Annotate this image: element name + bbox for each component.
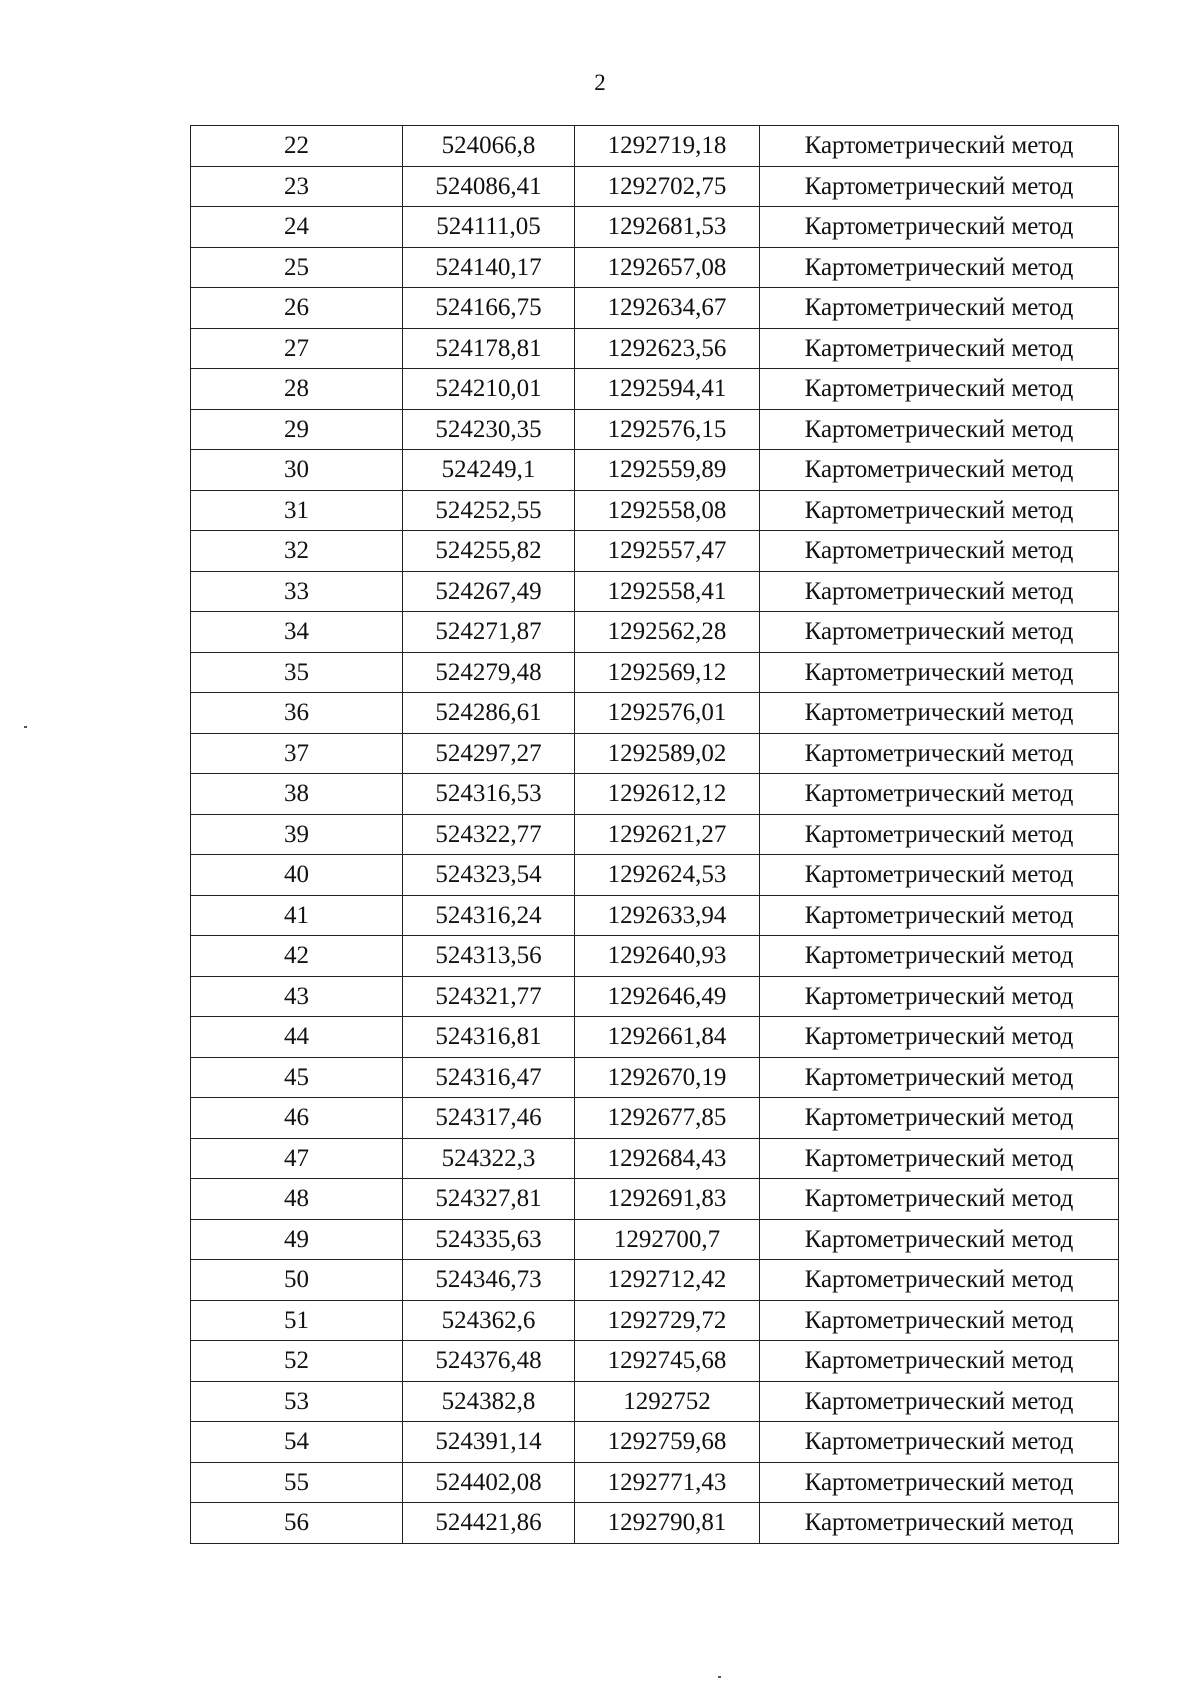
- x-coordinate-cell: 524297,27: [403, 733, 575, 774]
- table-row: [191, 1381, 1119, 1422]
- y-coordinate-cell: 1292558,08: [575, 490, 760, 531]
- x-coordinate-cell: 524391,14: [403, 1422, 575, 1463]
- table-row: [191, 1300, 1119, 1341]
- table-row: [191, 1503, 1119, 1544]
- y-coordinate-cell: 1292562,28: [575, 612, 760, 653]
- y-coordinate-cell: 1292657,08: [575, 247, 760, 288]
- y-coordinate-cell: 1292729,72: [575, 1300, 760, 1341]
- scan-speck: [718, 1676, 721, 1678]
- y-coordinate-cell: 1292569,12: [575, 652, 760, 693]
- table-row: [191, 1341, 1119, 1382]
- x-coordinate-cell: 524271,87: [403, 612, 575, 653]
- point-number-cell: 37: [191, 733, 403, 774]
- method-cell: Картометрический метод: [760, 571, 1119, 612]
- point-number-cell: 27: [191, 328, 403, 369]
- method-cell: Картометрический метод: [760, 369, 1119, 410]
- x-coordinate-cell: 524252,55: [403, 490, 575, 531]
- table-row: [191, 936, 1119, 977]
- table-row: [191, 166, 1119, 207]
- page-number: 2: [594, 70, 606, 95]
- x-coordinate-cell: 524249,1: [403, 450, 575, 491]
- table-row: [191, 693, 1119, 734]
- point-number-cell: 32: [191, 531, 403, 572]
- point-number-cell: 29: [191, 409, 403, 450]
- x-coordinate-cell: 524230,35: [403, 409, 575, 450]
- method-cell: Картометрический метод: [760, 612, 1119, 653]
- y-coordinate-cell: 1292640,93: [575, 936, 760, 977]
- y-coordinate-cell: 1292612,12: [575, 774, 760, 815]
- x-coordinate-cell: 524210,01: [403, 369, 575, 410]
- y-coordinate-cell: 1292576,15: [575, 409, 760, 450]
- table-row: [191, 531, 1119, 572]
- y-coordinate-cell: 1292646,49: [575, 976, 760, 1017]
- y-coordinate-cell: 1292700,7: [575, 1219, 760, 1260]
- point-number-cell: 24: [191, 207, 403, 248]
- method-cell: Картометрический метод: [760, 531, 1119, 572]
- x-coordinate-cell: 524166,75: [403, 288, 575, 329]
- y-coordinate-cell: 1292670,19: [575, 1057, 760, 1098]
- point-number-cell: 42: [191, 936, 403, 977]
- method-cell: Картометрический метод: [760, 976, 1119, 1017]
- table-row: [191, 814, 1119, 855]
- method-cell: Картометрический метод: [760, 288, 1119, 329]
- point-number-cell: 53: [191, 1381, 403, 1422]
- y-coordinate-cell: 1292589,02: [575, 733, 760, 774]
- method-cell: Картометрический метод: [760, 936, 1119, 977]
- y-coordinate-cell: 1292623,56: [575, 328, 760, 369]
- point-number-cell: 55: [191, 1462, 403, 1503]
- method-cell: Картометрический метод: [760, 1179, 1119, 1220]
- y-coordinate-cell: 1292790,81: [575, 1503, 760, 1544]
- point-number-cell: 51: [191, 1300, 403, 1341]
- method-cell: Картометрический метод: [760, 409, 1119, 450]
- y-coordinate-cell: 1292771,43: [575, 1462, 760, 1503]
- y-coordinate-cell: 1292559,89: [575, 450, 760, 491]
- x-coordinate-cell: 524421,86: [403, 1503, 575, 1544]
- x-coordinate-cell: 524382,8: [403, 1381, 575, 1422]
- x-coordinate-cell: 524279,48: [403, 652, 575, 693]
- point-number-cell: 35: [191, 652, 403, 693]
- table-row: [191, 247, 1119, 288]
- table-row: [191, 1057, 1119, 1098]
- table-row: [191, 1462, 1119, 1503]
- table-row: [191, 1098, 1119, 1139]
- x-coordinate-cell: 524376,48: [403, 1341, 575, 1382]
- y-coordinate-cell: 1292691,83: [575, 1179, 760, 1220]
- method-cell: Картометрический метод: [760, 855, 1119, 896]
- x-coordinate-cell: 524321,77: [403, 976, 575, 1017]
- method-cell: Картометрический метод: [760, 733, 1119, 774]
- point-number-cell: 52: [191, 1341, 403, 1382]
- table-row: [191, 1260, 1119, 1301]
- x-coordinate-cell: 524140,17: [403, 247, 575, 288]
- method-cell: Картометрический метод: [760, 1341, 1119, 1382]
- method-cell: Картометрический метод: [760, 1503, 1119, 1544]
- x-coordinate-cell: 524316,47: [403, 1057, 575, 1098]
- point-number-cell: 56: [191, 1503, 403, 1544]
- table-row: [191, 976, 1119, 1017]
- table-row: [191, 652, 1119, 693]
- y-coordinate-cell: 1292712,42: [575, 1260, 760, 1301]
- table-row: [191, 126, 1119, 167]
- y-coordinate-cell: 1292719,18: [575, 126, 760, 167]
- y-coordinate-cell: 1292557,47: [575, 531, 760, 572]
- point-number-cell: 38: [191, 774, 403, 815]
- point-number-cell: 49: [191, 1219, 403, 1260]
- y-coordinate-cell: 1292634,67: [575, 288, 760, 329]
- x-coordinate-cell: 524317,46: [403, 1098, 575, 1139]
- point-number-cell: 36: [191, 693, 403, 734]
- point-number-cell: 41: [191, 895, 403, 936]
- method-cell: Картометрический метод: [760, 247, 1119, 288]
- y-coordinate-cell: 1292594,41: [575, 369, 760, 410]
- y-coordinate-cell: 1292576,01: [575, 693, 760, 734]
- y-coordinate-cell: 1292745,68: [575, 1341, 760, 1382]
- table-row: [191, 1219, 1119, 1260]
- y-coordinate-cell: 1292558,41: [575, 571, 760, 612]
- method-cell: Картометрический метод: [760, 1057, 1119, 1098]
- method-cell: Картометрический метод: [760, 450, 1119, 491]
- point-number-cell: 44: [191, 1017, 403, 1058]
- point-number-cell: 40: [191, 855, 403, 896]
- x-coordinate-cell: 524316,24: [403, 895, 575, 936]
- table-row: [191, 450, 1119, 491]
- y-coordinate-cell: 1292684,43: [575, 1138, 760, 1179]
- table-row: [191, 571, 1119, 612]
- y-coordinate-cell: 1292681,53: [575, 207, 760, 248]
- x-coordinate-cell: 524178,81: [403, 328, 575, 369]
- method-cell: Картометрический метод: [760, 1422, 1119, 1463]
- scan-speck: [24, 726, 27, 728]
- method-cell: Картометрический метод: [760, 166, 1119, 207]
- coordinates-table: [190, 125, 1119, 1544]
- method-cell: Картометрический метод: [760, 1219, 1119, 1260]
- x-coordinate-cell: 524362,6: [403, 1300, 575, 1341]
- x-coordinate-cell: 524323,54: [403, 855, 575, 896]
- table-row: [191, 733, 1119, 774]
- point-number-cell: 54: [191, 1422, 403, 1463]
- method-cell: Картометрический метод: [760, 1098, 1119, 1139]
- x-coordinate-cell: 524316,81: [403, 1017, 575, 1058]
- x-coordinate-cell: 524066,8: [403, 126, 575, 167]
- x-coordinate-cell: 524286,61: [403, 693, 575, 734]
- method-cell: Картометрический метод: [760, 895, 1119, 936]
- x-coordinate-cell: 524402,08: [403, 1462, 575, 1503]
- point-number-cell: 28: [191, 369, 403, 410]
- method-cell: Картометрический метод: [760, 1017, 1119, 1058]
- coordinates-table-body: [191, 126, 1119, 1544]
- point-number-cell: 39: [191, 814, 403, 855]
- point-number-cell: 46: [191, 1098, 403, 1139]
- x-coordinate-cell: 524255,82: [403, 531, 575, 572]
- point-number-cell: 43: [191, 976, 403, 1017]
- x-coordinate-cell: 524316,53: [403, 774, 575, 815]
- table-row: [191, 1179, 1119, 1220]
- point-number-cell: 50: [191, 1260, 403, 1301]
- point-number-cell: 26: [191, 288, 403, 329]
- method-cell: Картометрический метод: [760, 1138, 1119, 1179]
- method-cell: Картометрический метод: [760, 126, 1119, 167]
- table-row: [191, 207, 1119, 248]
- x-coordinate-cell: 524335,63: [403, 1219, 575, 1260]
- y-coordinate-cell: 1292677,85: [575, 1098, 760, 1139]
- method-cell: Картометрический метод: [760, 328, 1119, 369]
- table-row: [191, 612, 1119, 653]
- y-coordinate-cell: 1292661,84: [575, 1017, 760, 1058]
- method-cell: Картометрический метод: [760, 207, 1119, 248]
- y-coordinate-cell: 1292633,94: [575, 895, 760, 936]
- method-cell: Картометрический метод: [760, 652, 1119, 693]
- x-coordinate-cell: 524267,49: [403, 571, 575, 612]
- point-number-cell: 30: [191, 450, 403, 491]
- table-row: [191, 288, 1119, 329]
- point-number-cell: 31: [191, 490, 403, 531]
- point-number-cell: 45: [191, 1057, 403, 1098]
- point-number-cell: 33: [191, 571, 403, 612]
- x-coordinate-cell: 524322,3: [403, 1138, 575, 1179]
- method-cell: Картометрический метод: [760, 774, 1119, 815]
- y-coordinate-cell: 1292621,27: [575, 814, 760, 855]
- x-coordinate-cell: 524086,41: [403, 166, 575, 207]
- point-number-cell: 22: [191, 126, 403, 167]
- method-cell: Картометрический метод: [760, 1260, 1119, 1301]
- point-number-cell: 23: [191, 166, 403, 207]
- method-cell: Картометрический метод: [760, 1381, 1119, 1422]
- table-row: [191, 490, 1119, 531]
- method-cell: Картометрический метод: [760, 1300, 1119, 1341]
- x-coordinate-cell: 524322,77: [403, 814, 575, 855]
- y-coordinate-cell: 1292759,68: [575, 1422, 760, 1463]
- table-row: [191, 1422, 1119, 1463]
- x-coordinate-cell: 524111,05: [403, 207, 575, 248]
- x-coordinate-cell: 524327,81: [403, 1179, 575, 1220]
- point-number-cell: 25: [191, 247, 403, 288]
- method-cell: Картометрический метод: [760, 693, 1119, 734]
- table-row: [191, 1017, 1119, 1058]
- y-coordinate-cell: 1292702,75: [575, 166, 760, 207]
- table-row: [191, 328, 1119, 369]
- point-number-cell: 48: [191, 1179, 403, 1220]
- method-cell: Картометрический метод: [760, 490, 1119, 531]
- y-coordinate-cell: 1292752: [575, 1381, 760, 1422]
- method-cell: Картометрический метод: [760, 1462, 1119, 1503]
- table-row: [191, 774, 1119, 815]
- method-cell: Картометрический метод: [760, 814, 1119, 855]
- x-coordinate-cell: 524346,73: [403, 1260, 575, 1301]
- x-coordinate-cell: 524313,56: [403, 936, 575, 977]
- point-number-cell: 34: [191, 612, 403, 653]
- table-row: [191, 895, 1119, 936]
- table-row: [191, 855, 1119, 896]
- table-row: [191, 1138, 1119, 1179]
- table-row: [191, 409, 1119, 450]
- table-row: [191, 369, 1119, 410]
- y-coordinate-cell: 1292624,53: [575, 855, 760, 896]
- point-number-cell: 47: [191, 1138, 403, 1179]
